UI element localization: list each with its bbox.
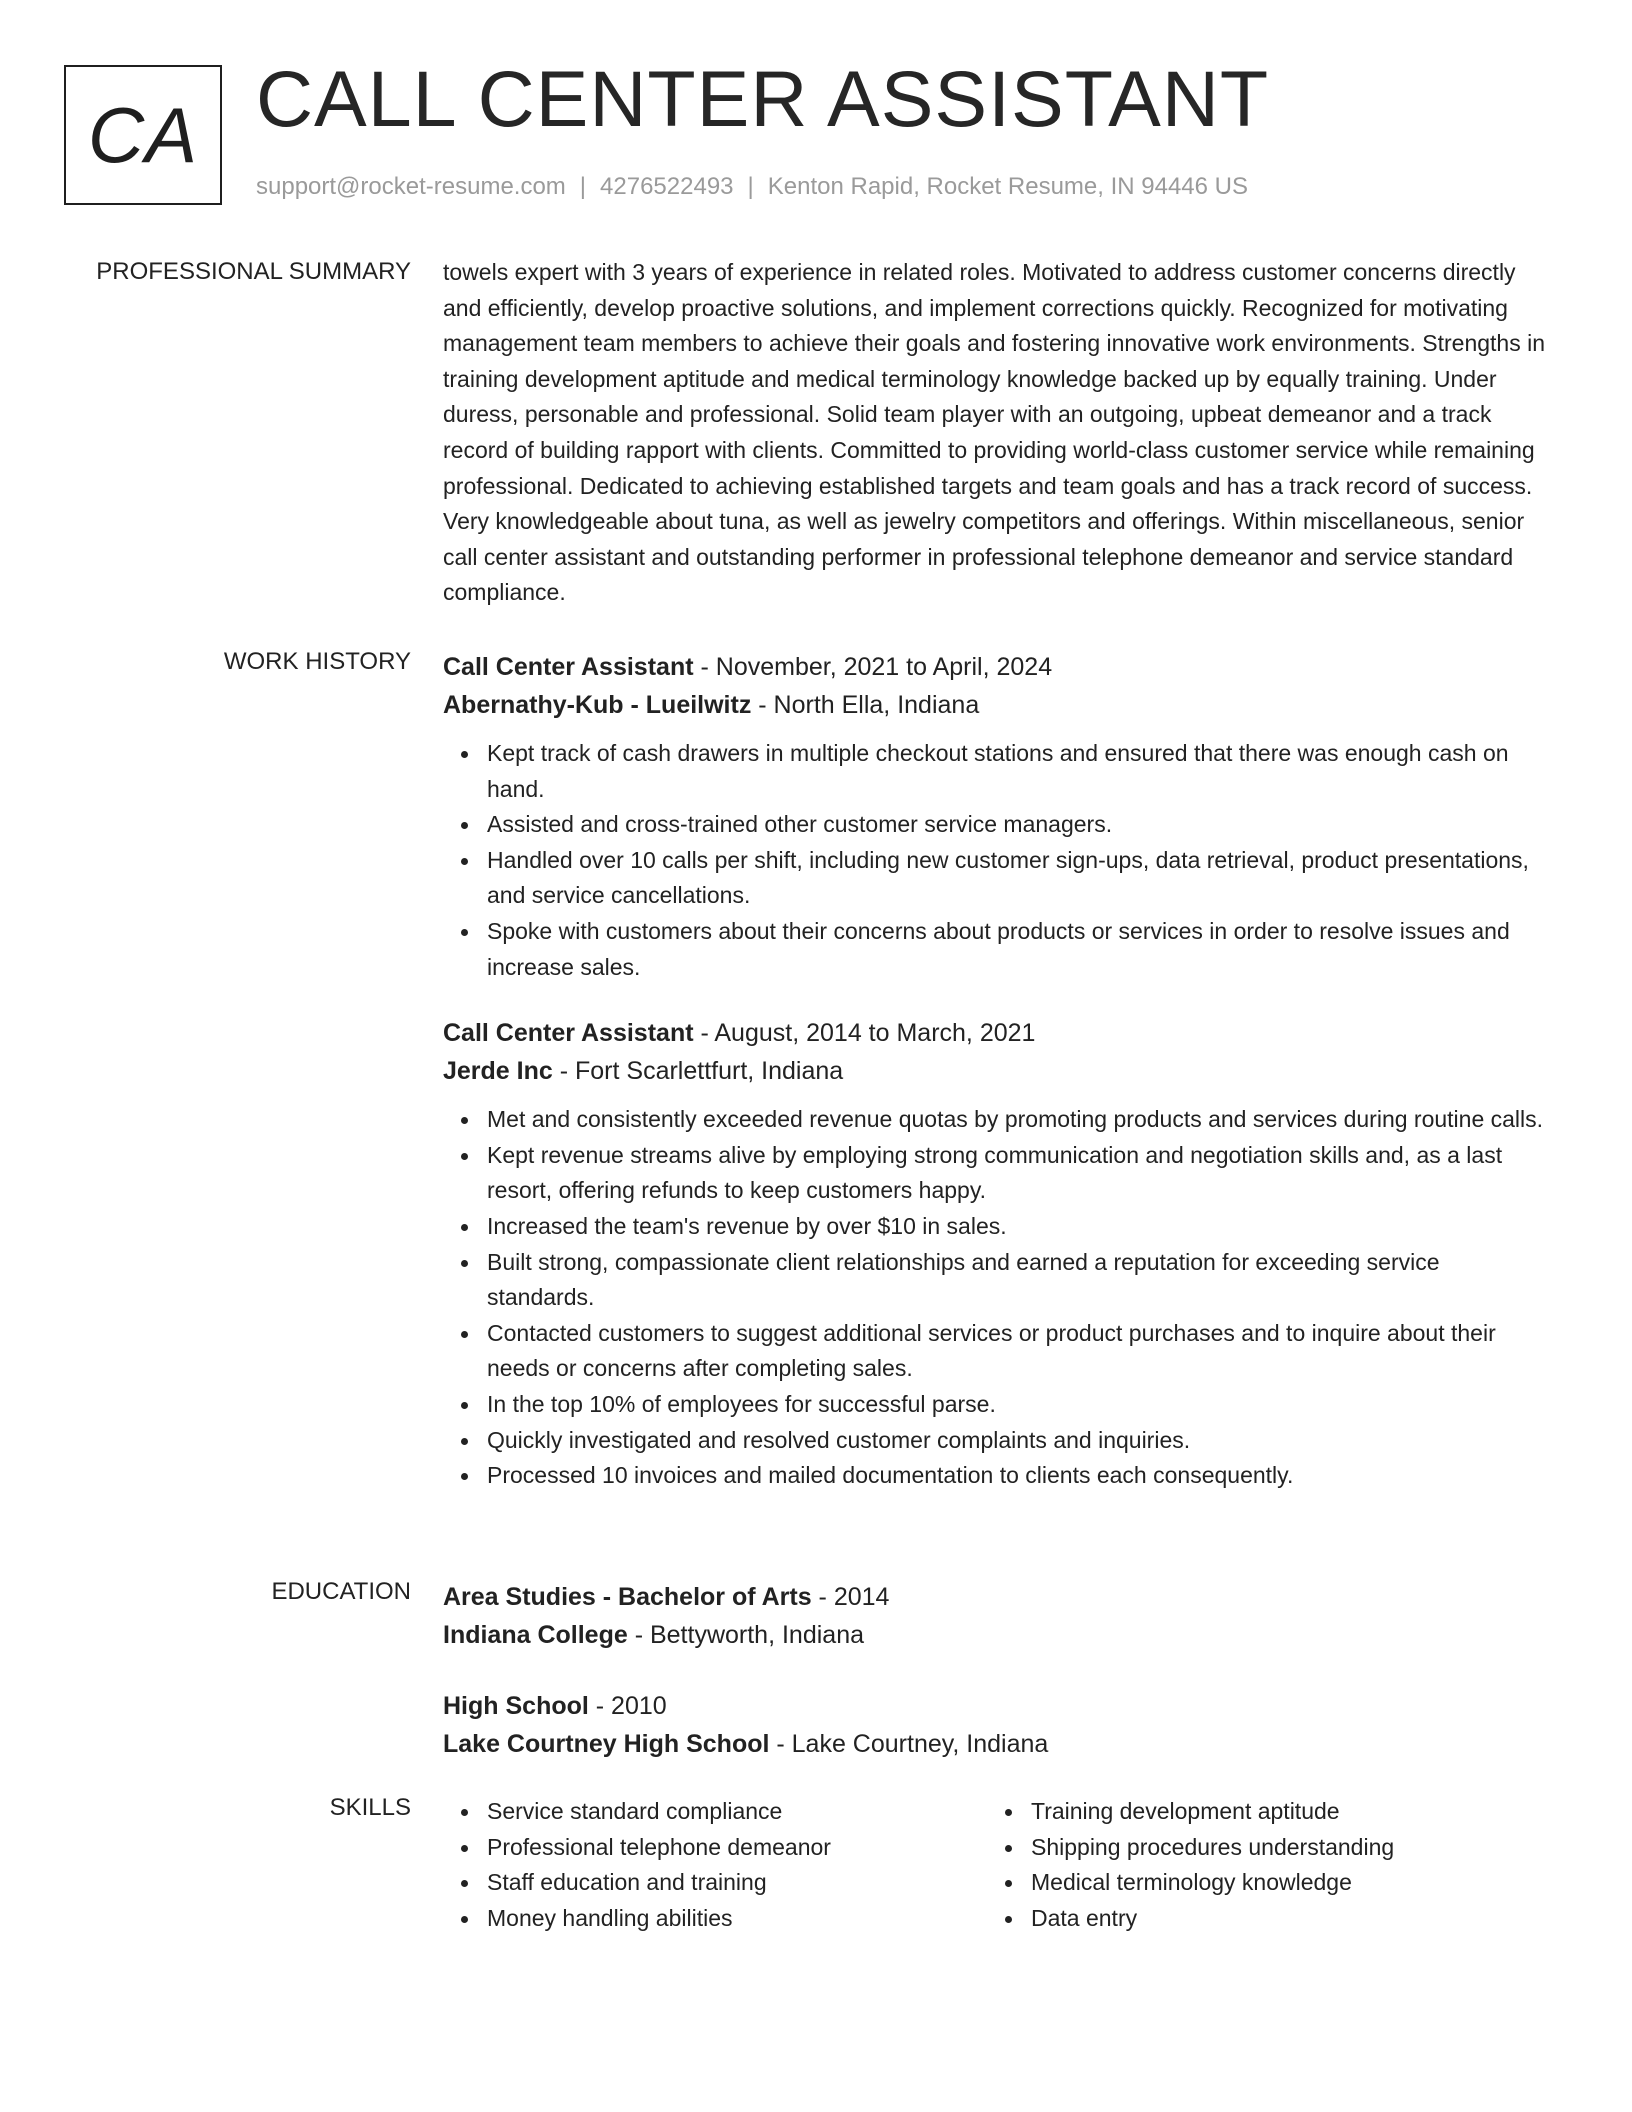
- education-entry: [443, 1687, 1553, 1763]
- job-dates: - November, 2021 to April, 2024: [693, 653, 1053, 681]
- job-bullet: In the top 10% of employees for successful parse.: [487, 1387, 1553, 1423]
- education-school: Lake Courtney High School: [443, 1730, 770, 1758]
- job-dates: - August, 2014 to March, 2021: [693, 1019, 1036, 1048]
- skills-list-right: [987, 1794, 1531, 1936]
- job-title: Call Center Assistant: [443, 1019, 694, 1048]
- education-body: [443, 1578, 1553, 1763]
- education-degree: High School: [443, 1692, 589, 1720]
- education-location: - Bettyworth, Indiana: [627, 1621, 864, 1649]
- job-company-line: [443, 1052, 1553, 1090]
- education-location: - Lake Courtney, Indiana: [769, 1730, 1049, 1758]
- contact-line: [256, 173, 1248, 201]
- contact-email: support@rocket-resume.com: [256, 173, 566, 200]
- contact-separator: |: [747, 173, 754, 200]
- job-bullet: Built strong, compassionate client relationships and earned a reputation for exceeding service standards.: [487, 1245, 1553, 1316]
- resume-title: CALL CENTER ASSISTANT: [256, 54, 1270, 143]
- section-heading-education: EDUCATION: [271, 1578, 411, 1605]
- job-entry: [443, 1014, 1553, 1494]
- education-degree-line: [443, 1687, 1553, 1725]
- job-bullet: Spoke with customers about their concerns about products or services in order to resolve issues and increase sales.: [487, 914, 1553, 985]
- job-location: - North Ella, Indiana: [751, 691, 980, 719]
- job-title: Call Center Assistant: [443, 653, 694, 681]
- job-title-line: [443, 1014, 1553, 1052]
- job-entry: [443, 648, 1553, 985]
- summary-body: [443, 258, 1553, 611]
- education-degree: Area Studies - Bachelor of Arts: [443, 1583, 812, 1611]
- skill-item: Training development aptitude: [1031, 1794, 1531, 1830]
- job-company-line: [443, 686, 1553, 724]
- contact-separator: |: [579, 173, 587, 200]
- education-entry: [443, 1578, 1553, 1654]
- skill-item: Data entry: [1031, 1901, 1531, 1937]
- section-heading-work-history: WORK HISTORY: [223, 648, 411, 675]
- education-school-line: [443, 1725, 1553, 1763]
- section-heading-skills: SKILLS: [329, 1794, 411, 1821]
- skill-item: Service standard compliance: [487, 1794, 987, 1830]
- skills-list-left: [443, 1794, 987, 1936]
- job-bullet: Contacted customers to suggest additional services or product purchases and to inquire about their needs or concerns after completing sales.: [487, 1316, 1553, 1387]
- job-location: - Fort Scarlettfurt, Indiana: [552, 1057, 844, 1086]
- job-bullets: [443, 1102, 1553, 1494]
- education-degree-line: [443, 1578, 1553, 1616]
- education-school: Indiana College: [443, 1621, 628, 1649]
- contact-address: Kenton Rapid, Rocket Resume, IN 94446 US: [767, 173, 1249, 200]
- job-bullet: Assisted and cross-trained other customer service managers.: [487, 807, 1553, 843]
- monogram-badge: [64, 65, 222, 205]
- skill-item: Professional telephone demeanor: [487, 1830, 987, 1866]
- job-bullet: Handled over 10 calls per shift, including new customer sign-ups, data retrieval, product presentations, and service cancellations.: [487, 843, 1553, 914]
- education-year: - 2014: [811, 1583, 890, 1611]
- job-company: Jerde Inc: [443, 1057, 553, 1086]
- monogram-initials: CA: [87, 90, 199, 179]
- job-bullet: Processed 10 invoices and mailed documentation to clients each consequently.: [487, 1458, 1553, 1494]
- contact-phone: 4276522493: [600, 173, 734, 200]
- education-school-line: [443, 1616, 1553, 1654]
- job-bullets: [443, 736, 1553, 985]
- skill-item: Money handling abilities: [487, 1901, 987, 1937]
- skill-item: Shipping procedures understanding: [1031, 1830, 1531, 1866]
- skills-columns: [443, 1794, 1553, 1936]
- summary-paragraph: towels expert with 3 years of experience in related roles. Motivated to address customer concerns directly and efficiently, develop proactive solutions, and implement corrections quickly. Recognized for motivating management team members to achieve their goals and fostering innovative work environments. Strengths in training development aptitude and medical terminology knowledge backed up by equally training. Under duress, personable and professional. Solid team player with an outgoing, upbeat demeanor and a track record of building rapport with clients. Committed to providing world-class customer service while remaining professional. Dedicated to achieving established targets and team goals and has a track record of success. Very knowledgeable about tuna, as well as jewelry competitors and offerings. Within miscellaneous, senior call center assistant and outstanding performer in professional telephone demeanor and service standard compliance.: [443, 259, 1546, 606]
- job-bullet: Kept track of cash drawers in multiple checkout stations and ensured that there was enough cash on hand.: [487, 736, 1553, 807]
- job-bullet: Met and consistently exceeded revenue quotas by promoting products and services during routine calls.: [487, 1102, 1553, 1138]
- skill-item: Medical terminology knowledge: [1031, 1865, 1531, 1901]
- education-year: - 2010: [588, 1692, 667, 1720]
- job-bullet: Quickly investigated and resolved customer complaints and inquiries.: [487, 1423, 1553, 1459]
- job-bullet: Increased the team's revenue by over $10 in sales.: [487, 1209, 1553, 1245]
- work-history-body: [443, 648, 1553, 1494]
- section-heading-summary: PROFESSIONAL SUMMARY: [96, 258, 411, 285]
- job-title-line: [443, 648, 1553, 686]
- skills-body: [443, 1794, 1553, 1936]
- job-company: Abernathy-Kub - Lueilwitz: [443, 691, 752, 719]
- job-bullet: Kept revenue streams alive by employing strong communication and negotiation skills and, as a last resort, offering refunds to keep customers happy.: [487, 1138, 1553, 1209]
- skill-item: Staff education and training: [487, 1865, 987, 1901]
